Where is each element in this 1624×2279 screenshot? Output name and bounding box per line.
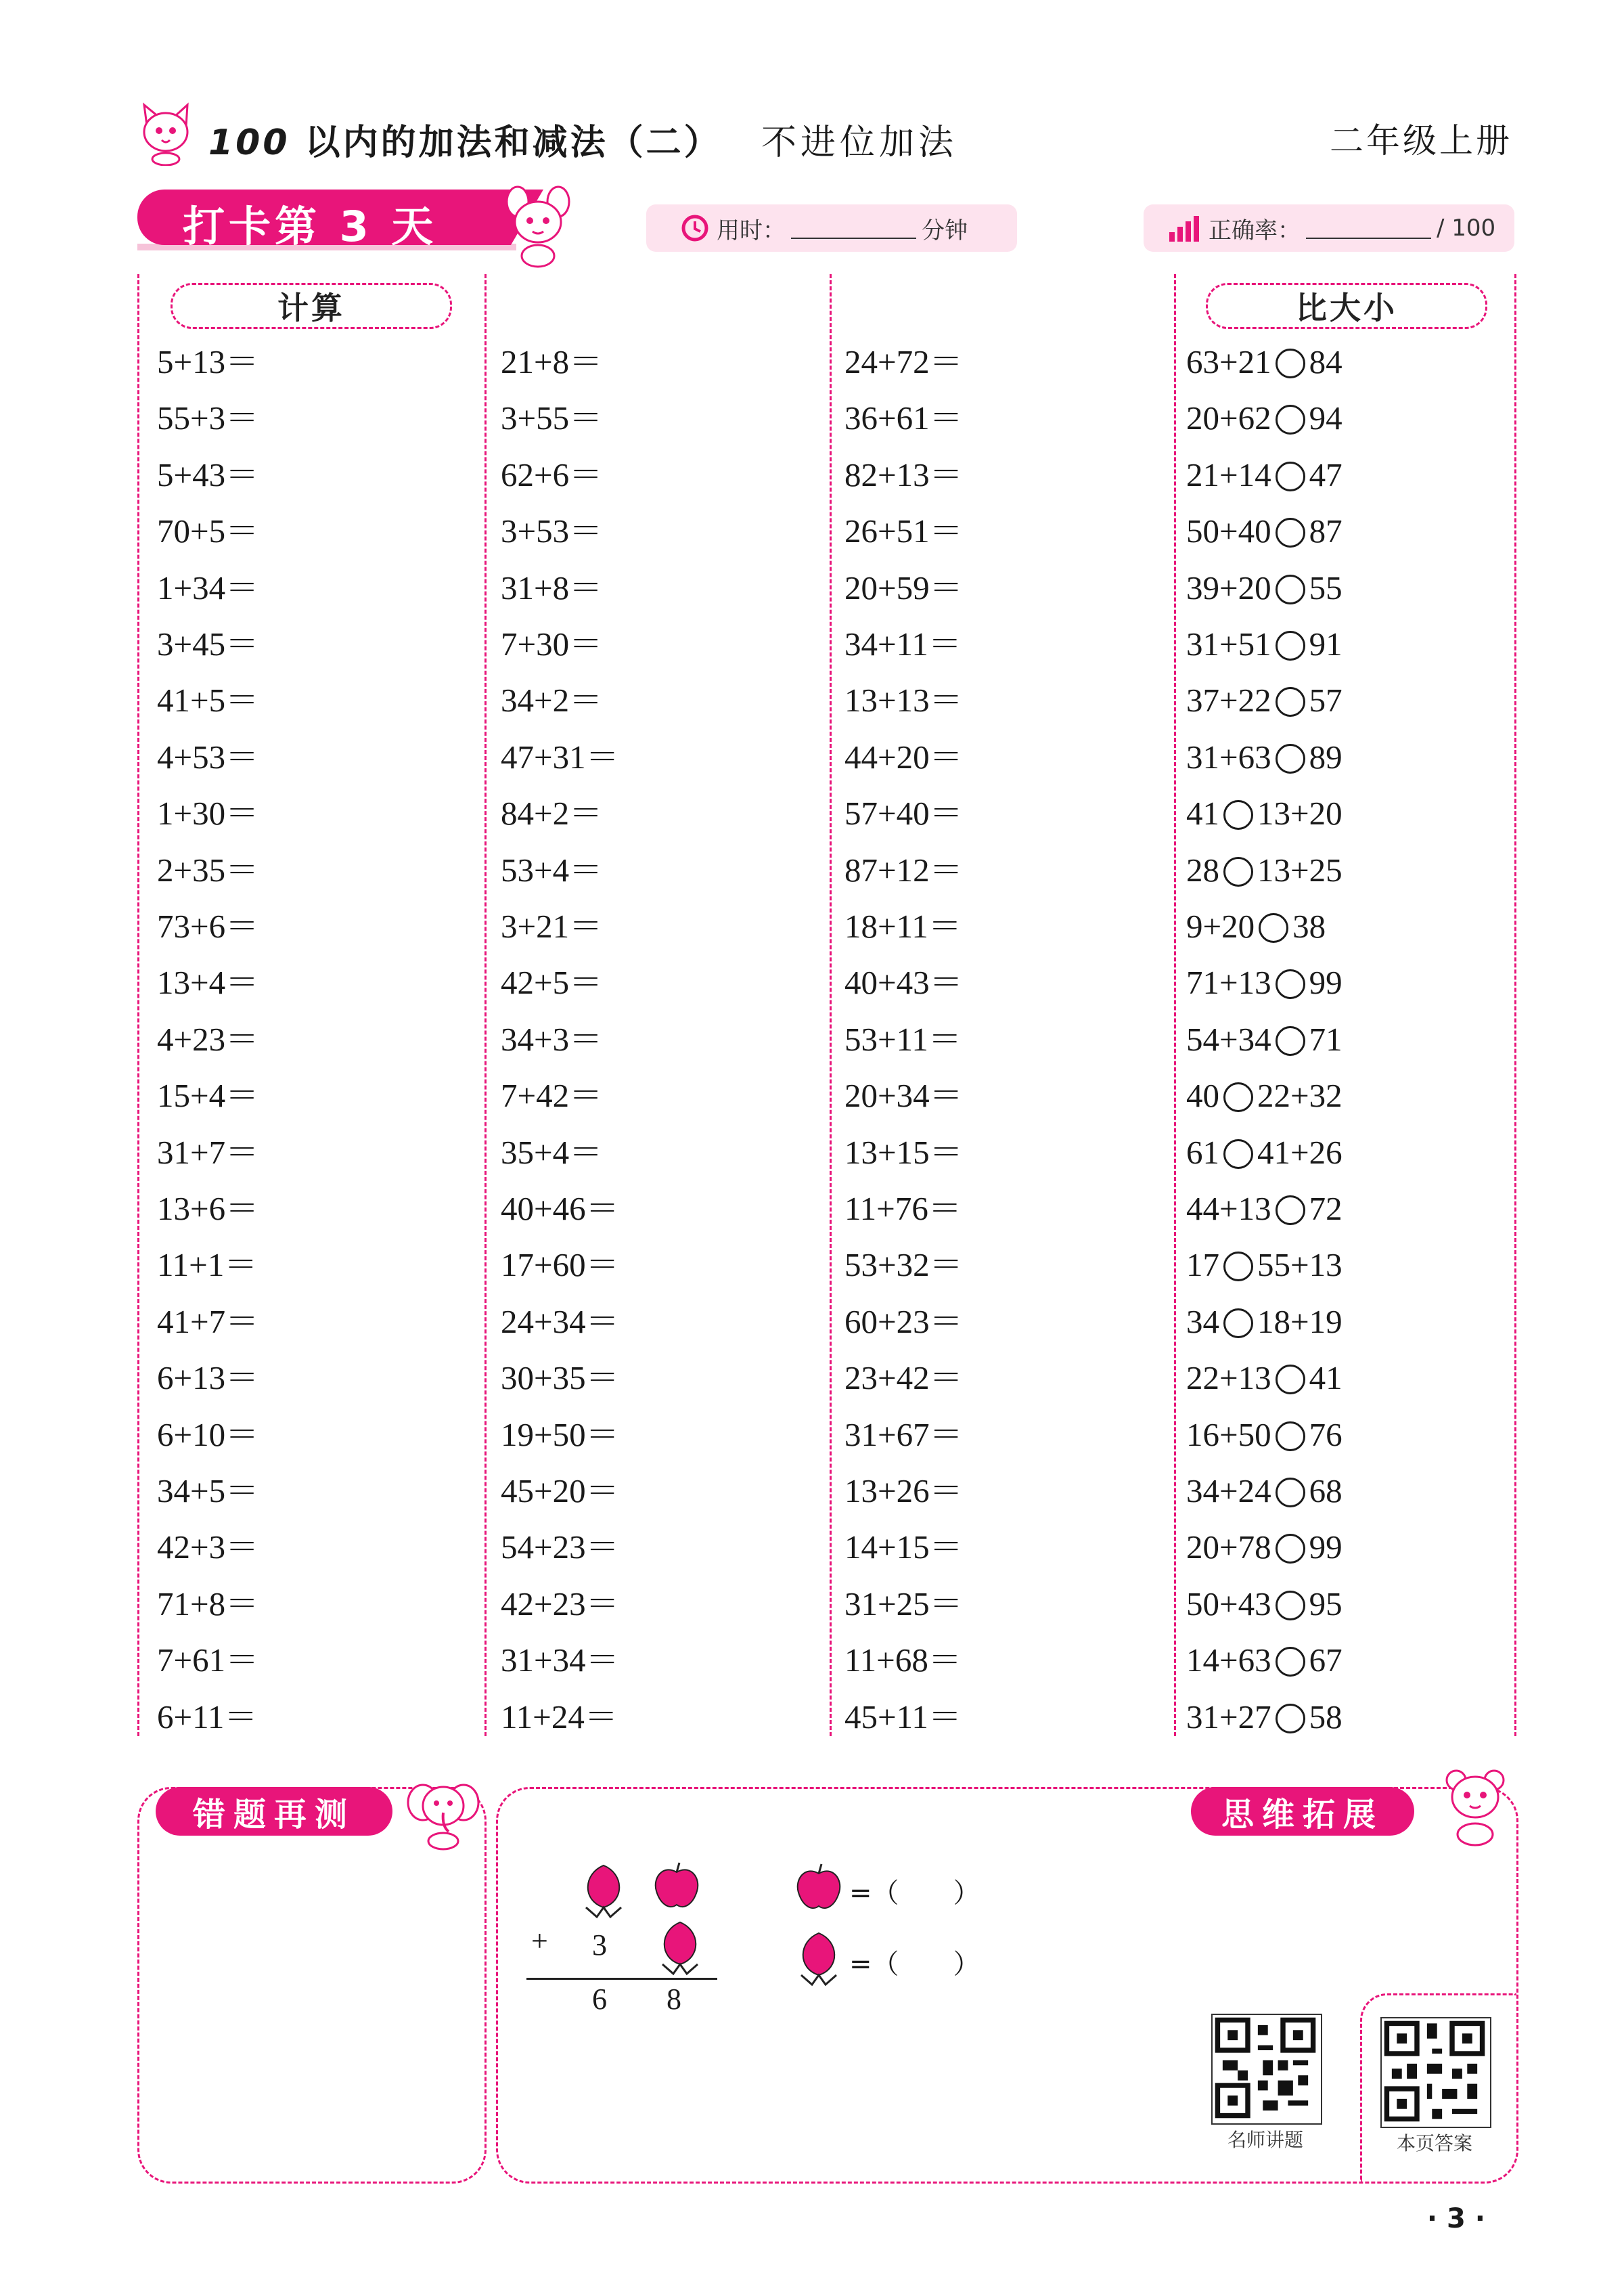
timer-field	[646, 204, 1017, 252]
problem-3-13[interactable]: 53+11＝	[844, 1020, 962, 1058]
problem-2-12[interactable]: 42+5＝	[501, 964, 603, 1002]
compare-right: 22+32	[1257, 1077, 1343, 1115]
compare-item-18	[1186, 1302, 1343, 1342]
compare-left: 31+51	[1186, 625, 1271, 663]
compare-circle[interactable]	[1276, 1195, 1305, 1225]
apple-answer-icon	[792, 1861, 846, 1916]
problem-3-1[interactable]: 24+72＝	[844, 343, 963, 380]
compare-left: 22+13	[1186, 1359, 1271, 1397]
problem-3-3[interactable]: 82+13＝	[844, 456, 963, 493]
problem-3-8[interactable]: 44+20＝	[844, 738, 963, 776]
divider-1	[484, 274, 487, 1736]
compare-item-17	[1186, 1245, 1343, 1285]
problem-1-15[interactable]: 31+7＝	[157, 1133, 259, 1171]
problem-3-10[interactable]: 87+12＝	[844, 851, 963, 889]
compare-right: 95	[1309, 1585, 1343, 1622]
compare-right: 38	[1292, 908, 1326, 945]
compare-left: 44+13	[1186, 1190, 1271, 1227]
puzzle-digit-6: 6	[592, 1983, 607, 2016]
compare-item-6	[1186, 624, 1343, 665]
qr-code-answer[interactable]	[1380, 2017, 1491, 2128]
compare-circle[interactable]	[1276, 462, 1305, 491]
problem-1-8[interactable]: 4+53＝	[157, 738, 259, 776]
compare-left: 63+21	[1186, 343, 1271, 380]
problem-1-17[interactable]: 11+1＝	[157, 1246, 258, 1284]
compare-left: 28	[1186, 851, 1219, 889]
compare-circle[interactable]	[1276, 631, 1305, 661]
compare-item-1	[1186, 342, 1343, 382]
compare-circle[interactable]	[1276, 1591, 1305, 1620]
problem-1-24[interactable]: 7+61＝	[157, 1641, 259, 1679]
problem-3-19[interactable]: 23+42＝	[844, 1359, 963, 1397]
problem-3-6[interactable]: 34+11＝	[844, 625, 962, 663]
qr-teacher-label: 名师讲题	[1227, 2129, 1303, 2151]
problem-3-15[interactable]: 13+15＝	[844, 1133, 963, 1171]
page-number: · 3 ·	[1426, 2203, 1485, 2234]
retest-tag: 错题再测	[156, 1787, 392, 1836]
compare-right: 71	[1309, 1020, 1343, 1058]
divider-left	[137, 274, 139, 1736]
compare-circle[interactable]	[1276, 575, 1305, 604]
timer-label: 用时：	[717, 217, 786, 244]
compare-circle[interactable]	[1276, 687, 1305, 717]
compare-item-4	[1186, 511, 1343, 552]
compare-left: 40	[1186, 1077, 1219, 1115]
problem-1-23[interactable]: 71+8＝	[157, 1585, 259, 1622]
compare-circle[interactable]	[1276, 744, 1305, 774]
problem-2-18[interactable]: 24+34＝	[501, 1302, 619, 1340]
compare-left: 37+22	[1186, 682, 1271, 720]
problem-1-18[interactable]: 41+7＝	[157, 1302, 259, 1340]
compare-right: 47	[1309, 456, 1343, 493]
compare-left: 39+20	[1186, 569, 1271, 606]
problem-1-7[interactable]: 41+5＝	[157, 682, 259, 720]
divider-3	[1174, 274, 1176, 1736]
problem-1-5[interactable]: 1+34＝	[157, 569, 259, 606]
compare-item-11	[1186, 906, 1326, 947]
compare-item-21	[1186, 1471, 1343, 1511]
day-banner-label: 打卡第 3 天	[183, 202, 438, 251]
page-title: 100 以内的加法和减法（二）	[208, 123, 722, 163]
compare-item-3	[1186, 455, 1343, 495]
problem-3-11[interactable]: 18+11＝	[844, 908, 962, 945]
compare-item-20	[1186, 1415, 1343, 1455]
compare-right: 72	[1309, 1190, 1343, 1227]
peach-answer-icon	[792, 1928, 846, 1989]
compare-item-15	[1186, 1132, 1343, 1173]
compare-circle[interactable]	[1276, 405, 1305, 435]
problem-1-16[interactable]: 13+6＝	[157, 1190, 259, 1227]
compare-right: 18+19	[1257, 1302, 1343, 1340]
grade-label: 二年级上册	[1330, 121, 1512, 160]
problem-1-20[interactable]: 6+10＝	[157, 1415, 259, 1453]
problem-1-4[interactable]: 70+5＝	[157, 512, 259, 550]
compare-item-5	[1186, 568, 1343, 609]
compare-right: 58	[1309, 1698, 1343, 1735]
problem-2-23[interactable]: 42+23＝	[501, 1585, 619, 1622]
problem-3-9[interactable]: 57+40＝	[844, 795, 963, 833]
puzzle-digit-3: 3	[592, 1928, 607, 1962]
problem-2-4[interactable]: 3+53＝	[501, 512, 603, 550]
compare-circle[interactable]	[1276, 1478, 1305, 1507]
timer-unit: 分钟	[922, 217, 968, 244]
problem-1-3[interactable]: 5+43＝	[157, 456, 259, 493]
compare-item-24	[1186, 1640, 1343, 1681]
compare-left: 34+24	[1186, 1472, 1271, 1509]
problem-2-16[interactable]: 40+46＝	[501, 1190, 619, 1227]
compare-circle[interactable]	[1223, 1252, 1253, 1281]
compare-left: 17	[1186, 1246, 1219, 1284]
problem-2-19[interactable]: 30+35＝	[501, 1359, 619, 1397]
problem-1-19[interactable]: 6+13＝	[157, 1359, 259, 1397]
problem-2-6[interactable]: 7+30＝	[501, 625, 603, 663]
problem-1-22[interactable]: 42+3＝	[157, 1528, 259, 1566]
apple-icon	[650, 1860, 704, 1914]
compare-item-8	[1186, 737, 1343, 778]
compare-left: 50+40	[1186, 512, 1271, 550]
qr-answer-label: 本页答案	[1396, 2132, 1472, 2154]
problem-1-10[interactable]: 2+35＝	[157, 851, 259, 889]
compare-item-16	[1186, 1189, 1343, 1229]
compare-circle[interactable]	[1223, 1139, 1253, 1169]
problem-3-12[interactable]: 40+43＝	[844, 964, 963, 1002]
puzzle-plus: +	[531, 1924, 548, 1957]
problem-1-14[interactable]: 15+4＝	[157, 1077, 259, 1115]
puzzle-line	[526, 1978, 717, 1980]
problem-2-13[interactable]: 34+3＝	[501, 1020, 603, 1058]
compare-right: 76	[1309, 1415, 1343, 1453]
problem-3-18[interactable]: 60+23＝	[844, 1302, 963, 1340]
compare-left: 41	[1186, 795, 1219, 833]
accuracy-input[interactable]	[1306, 217, 1431, 239]
compare-left: 50+43	[1186, 1585, 1271, 1622]
compare-circle[interactable]	[1276, 349, 1305, 378]
problem-3-25[interactable]: 45+11＝	[844, 1698, 962, 1735]
problem-2-1[interactable]: 21+8＝	[501, 343, 603, 380]
problem-3-21[interactable]: 13+26＝	[844, 1472, 963, 1509]
problem-2-8[interactable]: 47+31＝	[501, 738, 619, 776]
puzzle-digit-8: 8	[667, 1983, 681, 2016]
clock-icon	[680, 213, 710, 243]
compare-left: 31+27	[1186, 1698, 1271, 1735]
problem-2-2[interactable]: 3+55＝	[501, 399, 603, 437]
compare-item-7	[1186, 680, 1343, 721]
compare-left: 61	[1186, 1133, 1219, 1171]
compare-right: 13+20	[1257, 795, 1343, 833]
accuracy-label: 正确率：	[1209, 217, 1301, 244]
compare-left: 71+13	[1186, 964, 1271, 1002]
compare-item-12	[1186, 963, 1343, 1003]
problem-3-17[interactable]: 53+32＝	[844, 1246, 963, 1284]
problem-3-23[interactable]: 31+25＝	[844, 1585, 963, 1622]
compare-item-10	[1186, 850, 1343, 891]
problem-2-9[interactable]: 84+2＝	[501, 795, 603, 833]
problem-3-16[interactable]: 11+76＝	[844, 1190, 962, 1227]
compare-right: 13+25	[1257, 851, 1343, 889]
qr-code-teacher[interactable]	[1211, 2014, 1322, 2125]
compare-right: 55+13	[1257, 1246, 1343, 1284]
problem-2-5[interactable]: 31+8＝	[501, 569, 603, 606]
problem-1-2[interactable]: 55+3＝	[157, 399, 259, 437]
problem-2-15[interactable]: 35+4＝	[501, 1133, 603, 1171]
compare-left: 31+63	[1186, 738, 1271, 776]
compare-circle[interactable]	[1276, 1026, 1305, 1056]
peach-icon-2	[653, 1917, 707, 1978]
compare-circle[interactable]	[1276, 1365, 1305, 1394]
compare-left: 14+63	[1186, 1641, 1271, 1679]
problem-1-1[interactable]: 5+13＝	[157, 343, 259, 380]
problem-2-14[interactable]: 7+42＝	[501, 1077, 603, 1115]
problem-2-10[interactable]: 53+4＝	[501, 851, 603, 889]
elephant-mascot-icon	[403, 1772, 484, 1853]
problem-1-11[interactable]: 73+6＝	[157, 908, 259, 945]
compare-right: 89	[1309, 738, 1343, 776]
compare-circle[interactable]	[1223, 1308, 1253, 1338]
compare-circle[interactable]	[1223, 857, 1253, 887]
compare-circle[interactable]	[1276, 1534, 1305, 1564]
compare-right: 99	[1309, 964, 1343, 1002]
compare-left: 21+14	[1186, 456, 1271, 493]
compare-right: 41	[1309, 1359, 1343, 1397]
divider-2	[830, 274, 832, 1736]
compare-circle[interactable]	[1223, 1082, 1253, 1112]
compare-right: 84	[1309, 343, 1343, 380]
qr-answer-icon	[1382, 2018, 1487, 2124]
bear-mascot-icon	[1435, 1760, 1516, 1848]
compare-circle[interactable]	[1276, 1647, 1305, 1677]
problem-1-12[interactable]: 13+4＝	[157, 964, 259, 1002]
problem-3-24[interactable]: 11+68＝	[844, 1641, 962, 1679]
problem-3-5[interactable]: 20+59＝	[844, 569, 963, 606]
cat-mascot-icon	[132, 98, 200, 166]
problem-3-22[interactable]: 14+15＝	[844, 1528, 963, 1566]
problem-2-7[interactable]: 34+2＝	[501, 682, 603, 720]
compare-item-23	[1186, 1584, 1343, 1624]
compare-item-19	[1186, 1358, 1343, 1398]
problem-2-22[interactable]: 54+23＝	[501, 1528, 619, 1566]
compare-left: 20+62	[1186, 399, 1271, 437]
compare-right: 57	[1309, 682, 1343, 720]
problem-3-4[interactable]: 26+51＝	[844, 512, 963, 550]
compare-circle[interactable]	[1259, 913, 1288, 943]
problem-1-25[interactable]: 6+11＝	[157, 1698, 258, 1735]
compare-left: 54+34	[1186, 1020, 1271, 1058]
peach-icon	[577, 1860, 631, 1921]
problem-3-2[interactable]: 36+61＝	[844, 399, 963, 437]
deer-mascot-icon	[497, 181, 579, 269]
problem-1-9[interactable]: 1+30＝	[157, 795, 259, 833]
page-subtitle: 不进位加法	[761, 123, 958, 163]
compare-right: 87	[1309, 512, 1343, 550]
problem-2-17[interactable]: 17+60＝	[501, 1246, 619, 1284]
compare-item-2	[1186, 398, 1343, 439]
compare-circle[interactable]	[1276, 969, 1305, 999]
problem-2-20[interactable]: 19+50＝	[501, 1415, 619, 1453]
problem-2-3[interactable]: 62+6＝	[501, 456, 603, 493]
compare-left: 20+78	[1186, 1528, 1271, 1566]
problem-2-24[interactable]: 31+34＝	[501, 1641, 619, 1679]
compare-left: 16+50	[1186, 1415, 1271, 1453]
compare-right: 41+26	[1257, 1133, 1343, 1171]
problem-2-11[interactable]: 3+21＝	[501, 908, 603, 945]
compare-item-22	[1186, 1527, 1343, 1568]
peach-answer-field[interactable]: =（ ）	[849, 1949, 980, 1980]
compare-left: 34	[1186, 1302, 1219, 1340]
problem-2-25[interactable]: 11+24＝	[501, 1698, 618, 1735]
divider-right	[1514, 274, 1516, 1736]
compare-right: 68	[1309, 1472, 1343, 1509]
problem-3-7[interactable]: 13+13＝	[844, 682, 963, 720]
problem-1-13[interactable]: 4+23＝	[157, 1020, 259, 1058]
compare-circle[interactable]	[1276, 1704, 1305, 1733]
compare-right: 67	[1309, 1641, 1343, 1679]
problem-3-20[interactable]: 31+67＝	[844, 1415, 963, 1453]
compare-right: 99	[1309, 1528, 1343, 1566]
qr-teacher-icon	[1213, 2015, 1318, 2121]
compare-item-14	[1186, 1076, 1343, 1116]
compare-circle[interactable]	[1276, 518, 1305, 548]
apple-answer-field[interactable]: =（ ）	[849, 1878, 980, 1909]
problem-1-21[interactable]: 34+5＝	[157, 1472, 259, 1509]
problem-2-21[interactable]: 45+20＝	[501, 1472, 619, 1509]
accuracy-total: / 100	[1437, 215, 1496, 242]
compare-circle[interactable]	[1276, 1421, 1305, 1451]
compare-right: 94	[1309, 399, 1343, 437]
problem-1-6[interactable]: 3+45＝	[157, 625, 259, 663]
compare-item-13	[1186, 1019, 1343, 1060]
compare-right: 55	[1309, 569, 1343, 606]
compare-right: 91	[1309, 625, 1343, 663]
accuracy-field	[1144, 204, 1514, 252]
compare-left: 9+20	[1186, 908, 1255, 945]
compare-item-9	[1186, 793, 1343, 834]
bar-chart-icon	[1167, 213, 1202, 243]
compare-circle[interactable]	[1223, 800, 1253, 830]
problem-3-14[interactable]: 20+34＝	[844, 1077, 963, 1115]
timer-input[interactable]	[791, 217, 916, 239]
section-calc-tag: 计算	[171, 283, 452, 329]
section-compare-tag: 比大小	[1206, 283, 1487, 329]
expand-tag: 思维拓展	[1191, 1787, 1414, 1836]
compare-item-25	[1186, 1697, 1343, 1738]
